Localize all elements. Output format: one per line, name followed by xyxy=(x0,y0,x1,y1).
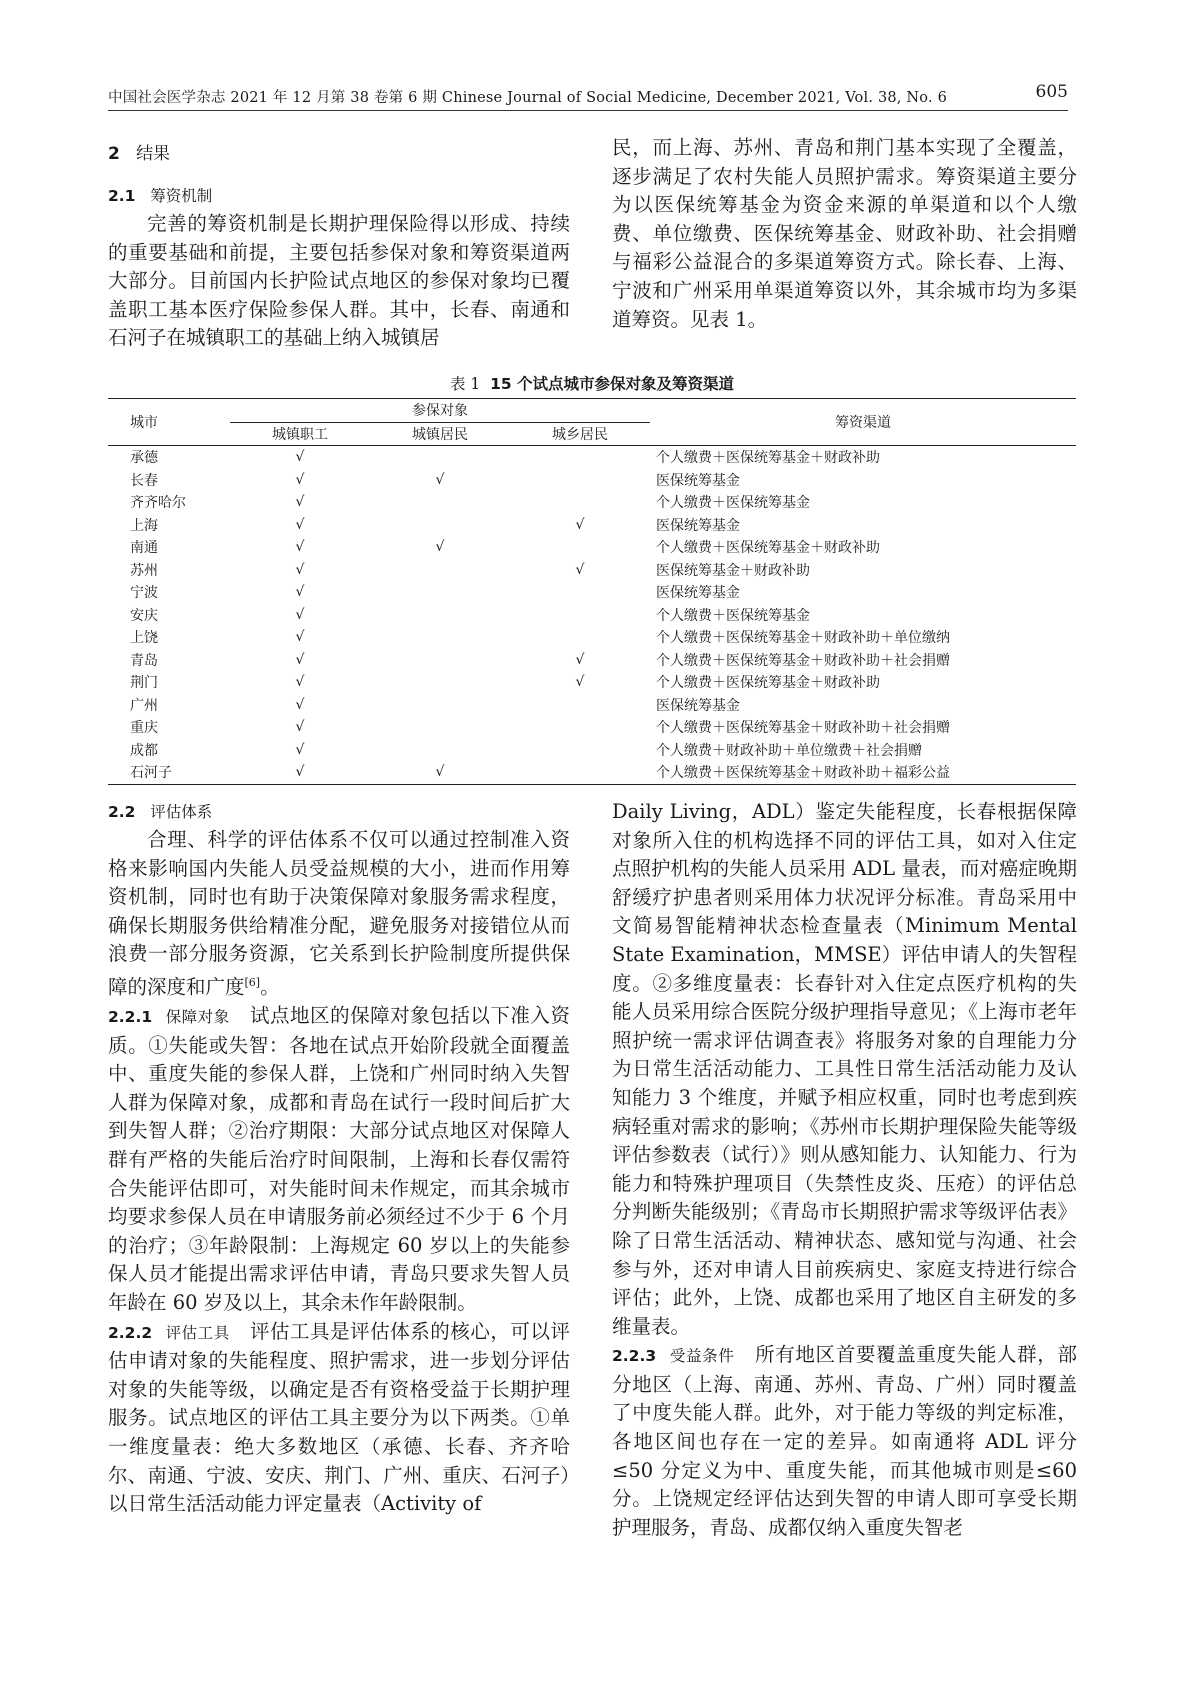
cell-c2 xyxy=(370,581,510,604)
cell-c2 xyxy=(370,649,510,672)
cell-c1: √ xyxy=(295,449,305,466)
table-row xyxy=(108,446,1076,469)
cell-c3 xyxy=(510,694,650,717)
table-caption xyxy=(108,372,1076,394)
cell-c2: √ xyxy=(370,761,510,784)
cell-c1: √ xyxy=(295,539,305,556)
col-header-insured-group: 参保对象 xyxy=(230,399,650,423)
column-bottom-right xyxy=(612,798,1077,1542)
cell-c1: √ xyxy=(295,674,305,691)
cell-c3: √ xyxy=(575,674,585,691)
cell-fund: 医保统筹基金 xyxy=(656,517,740,534)
cell-c2 xyxy=(370,671,510,694)
paragraph xyxy=(612,1341,1077,1542)
paragraph xyxy=(108,1318,570,1519)
section-number: 2 xyxy=(108,144,120,164)
table-row xyxy=(108,581,1076,604)
cell-c3: √ xyxy=(575,516,585,533)
cell-fund: 个人缴费＋医保统筹基金＋财政补助＋福彩公益 xyxy=(650,761,1076,784)
cell-c2 xyxy=(370,514,510,537)
cell-fund: 个人缴费＋医保统筹基金 xyxy=(656,607,810,624)
section-2-2-heading xyxy=(108,798,570,826)
table-row xyxy=(108,536,1076,559)
cell-c1: √ xyxy=(295,719,305,736)
cell-c3 xyxy=(510,761,650,784)
cell-c1: √ xyxy=(295,696,305,713)
table-row xyxy=(108,604,1076,627)
section-number: 2.2 xyxy=(108,803,136,821)
cell-city: 宁波 xyxy=(130,585,158,602)
section-title: 评估体系 xyxy=(150,803,213,821)
section-number: 2.2.1 xyxy=(108,1008,153,1027)
cell-c2 xyxy=(370,716,510,739)
cell-city: 安庆 xyxy=(130,607,158,624)
cell-c3 xyxy=(510,446,650,469)
section-title: 评估工具 xyxy=(165,1323,230,1342)
cell-fund: 个人缴费＋医保统筹基金＋财政补助 xyxy=(656,540,880,557)
paragraph-text: 试点地区的保障对象包括以下准入资质。①失能或失智：各地在试点开始阶段就全面覆盖中、重度失能的参保人群，上饶和广州同时纳入失智人群为保障对象，成都和青岛在试行一段时间后扩大到失智人群；②治疗期限：大部分试点地区对保障人群有严格的失能后治疗时间限制，上海和长春仅需符合失能评估即可，对失能时间未作规定，而其余城市均要求参保人员在申请服务前必须经过不少于 6 个月的治疗；③年龄限制：上海规定 60 岁以上的失能参保人员才能提出需求评估申请，青岛只要求失智人员年龄在 60 岁及以上，其余未作年龄限制。 xyxy=(108,1004,570,1314)
section-title: 筹资机制 xyxy=(150,187,213,205)
cell-c3 xyxy=(510,469,650,492)
paragraph-end: 。 xyxy=(260,975,280,999)
cell-city: 广州 xyxy=(130,697,158,714)
paragraph-text: 评估工具是评估体系的核心，可以评估申请对象的失能程度、照护需求，进一步划分评估对象的失能等级，以确定是否有资格受益于长期护理服务。试点地区的评估工具主要分为以下两类。①单一维度量表：绝大多数地区（承德、长春、齐齐哈尔、南通、宁波、安庆、荆门、广州、重庆、石河子）以日常生活活动能力评定量表（Activity of xyxy=(108,1319,570,1516)
cell-c3 xyxy=(510,716,650,739)
cell-fund: 医保统筹基金＋财政补助 xyxy=(656,562,810,579)
table-row xyxy=(108,559,1076,582)
table-row xyxy=(108,469,1076,492)
cell-city: 上海 xyxy=(130,517,158,534)
column-top-right xyxy=(612,134,1077,334)
cell-city: 成都 xyxy=(130,742,158,759)
cell-c2 xyxy=(370,739,510,762)
cell-c2 xyxy=(370,446,510,469)
cell-c1: √ xyxy=(230,761,370,784)
table-row xyxy=(108,626,1076,649)
table-1 xyxy=(108,398,1076,785)
cell-city: 青岛 xyxy=(130,652,158,669)
cell-fund: 个人缴费＋医保统筹基金＋财政补助 xyxy=(656,675,880,692)
cell-c1: √ xyxy=(295,584,305,601)
cell-fund: 个人缴费＋医保统筹基金 xyxy=(656,495,810,512)
col-header-funding: 筹资渠道 xyxy=(650,399,1076,446)
cell-c1: √ xyxy=(295,629,305,646)
citation: [6] xyxy=(244,975,261,989)
cell-c1: √ xyxy=(295,741,305,758)
cell-c3 xyxy=(510,739,650,762)
cell-fund: 个人缴费＋医保统筹基金＋财政补助＋社会捐赠 xyxy=(656,720,950,737)
cell-fund: 医保统筹基金 xyxy=(656,472,740,489)
journal-line: 中国社会医学杂志 2021 年 12 月第 38 卷第 6 期 Chinese Journal of Social Medicine, December 2021, Vol. 38, No. 6 xyxy=(108,90,948,106)
cell-c1: √ xyxy=(295,606,305,623)
section-number: 2.2.3 xyxy=(612,1347,657,1366)
paragraph-text: 所有地区首要覆盖重度失能人群，部分地区（上海、南通、苏州、青岛、广州）同时覆盖了中度失能人群。此外，对于能力等级的判定标准，各地区间也存在一定的差异。如南通将 ADL 评分≤50 分定义为中、重度失能，而其他城市则是≤60 分。上饶规定经评估达到失智的申请人即可享受长期护理服务，青岛、成都仅纳入重度失智老 xyxy=(612,1343,1077,1539)
col-header-city: 城市 xyxy=(108,399,230,446)
cell-c3 xyxy=(510,491,650,514)
table-row xyxy=(108,514,1076,537)
cell-c1: √ xyxy=(295,471,305,488)
cell-c2 xyxy=(370,626,510,649)
section-number: 2.2.2 xyxy=(108,1323,153,1342)
table-row xyxy=(108,649,1076,672)
table-row xyxy=(108,716,1076,739)
cell-c3 xyxy=(510,581,650,604)
cell-c3: √ xyxy=(575,651,585,668)
section-2-1-heading xyxy=(108,182,570,210)
page-number: 605 xyxy=(1035,82,1068,102)
section-2-heading xyxy=(108,140,570,168)
running-header xyxy=(108,82,1068,112)
section-title: 保障对象 xyxy=(165,1008,230,1027)
cell-c1: √ xyxy=(295,561,305,578)
cell-c3: √ xyxy=(575,561,585,578)
section-title: 结果 xyxy=(136,144,171,164)
section-title: 受益条件 xyxy=(669,1347,735,1366)
table-row xyxy=(108,671,1076,694)
paragraph: 完善的筹资机制是长期护理保险得以形成、持续的重要基础和前提，主要包括参保对象和筹资渠道两大部分。目前国内长护险试点地区的参保对象均已覆盖职工基本医疗保险参保人群。其中，长春、南通和石河子在城镇职工的基础上纳入城镇居 xyxy=(108,212,570,350)
cell-fund: 医保统筹基金 xyxy=(656,585,740,602)
column-top-left xyxy=(108,140,570,353)
table-title: 15 个试点城市参保对象及筹资渠道 xyxy=(490,375,735,393)
cell-city: 长春 xyxy=(130,472,158,489)
cell-city: 承德 xyxy=(130,450,158,467)
cell-fund: 个人缴费＋医保统筹基金＋财政补助＋社会捐赠 xyxy=(656,652,950,669)
cell-c2 xyxy=(370,694,510,717)
cell-fund: 个人缴费＋医保统筹基金＋财政补助 xyxy=(656,450,880,467)
cell-city: 南通 xyxy=(130,540,158,557)
col-header-urban-rural-resident: 城乡居民 xyxy=(510,422,650,446)
cell-city: 石河子 xyxy=(108,761,230,784)
cell-c1: √ xyxy=(295,651,305,668)
cell-city: 上饶 xyxy=(130,630,158,647)
col-header-urban-resident: 城镇居民 xyxy=(370,422,510,446)
col-header-urban-employee: 城镇职工 xyxy=(230,422,370,446)
table-row xyxy=(108,694,1076,717)
section-number: 2.1 xyxy=(108,187,136,205)
cell-city: 重庆 xyxy=(130,720,158,737)
cell-city: 苏州 xyxy=(130,562,158,579)
cell-fund: 医保统筹基金 xyxy=(656,697,740,714)
table-label: 表 1 xyxy=(449,375,481,393)
paragraph xyxy=(108,826,570,1002)
cell-c1: √ xyxy=(295,516,305,533)
paragraph-text: 合理、科学的评估体系不仅可以通过控制准入资格来影响国内失能人员受益规模的大小，进而作用筹资机制，同时也有助于决策保障对象服务需求程度，确保长期服务供给精准分配，避免服务对接错位从而浪费一部分服务资源，它关系到长护险制度所提供保障的深度和广度 xyxy=(108,828,570,999)
paragraph xyxy=(108,1002,570,1318)
cell-c2: √ xyxy=(435,471,445,488)
cell-c1: √ xyxy=(295,494,305,511)
cell-c2 xyxy=(370,559,510,582)
table-row xyxy=(108,761,1076,784)
cell-c2 xyxy=(370,491,510,514)
table-row xyxy=(108,739,1076,762)
cell-c3 xyxy=(510,536,650,559)
cell-city: 齐齐哈尔 xyxy=(130,495,186,512)
cell-fund: 个人缴费＋医保统筹基金＋财政补助＋单位缴纳 xyxy=(656,630,950,647)
column-bottom-left xyxy=(108,798,570,1519)
paragraph: 民，而上海、苏州、青岛和荆门基本实现了全覆盖，逐步满足了农村失能人员照护需求。筹资渠道主要分为以医保统筹基金为资金来源的单渠道和以个人缴费、单位缴费、医保统筹基金、财政补助、社会捐赠与福彩公益混合的多渠道筹资方式。除长春、上海、宁波和广州采用单渠道筹资以外，其余城市均为多渠道筹资。见表 1。 xyxy=(612,136,1077,331)
cell-c2 xyxy=(370,604,510,627)
table-row xyxy=(108,491,1076,514)
cell-fund: 个人缴费＋财政补助＋单位缴费＋社会捐赠 xyxy=(656,742,922,759)
cell-city: 荆门 xyxy=(130,675,158,692)
cell-c2: √ xyxy=(435,539,445,556)
cell-c3 xyxy=(510,626,650,649)
header-rule xyxy=(108,110,1068,111)
paragraph: Daily Living，ADL）鉴定失能程度，长春根据保障对象所入住的机构选择不同的评估工具，如对入住定点照护机构的失能人员采用 ADL 量表，而对癌症晚期舒缓疗护患者则采用体力状况评分标准。青岛采用中文简易智能精神状态检查量表（Minimum Mental State Examination，MMSE）评估申请人的失智程度。②多维度量表：长春针对入住定点医疗机构的失能人员采用综合医院分级护理指导意见；《上海市老年照护统一需求评估调查表》将服务对象的自理能力分为日常生活活动能力、工具性日常生活活动能力及认知能力 3 个维度，并赋予相应权重，同时也考虑到疾病轻重对需求的影响；《苏州市长期护理保险失能等级评估参数表（试行）》则从感知能力、认知能力、行为能力和特殊护理项目（失禁性皮炎、压疮）的评估总分判断失能级别；《青岛市长期照护需求等级评估表》除了日常生活活动、精神状态、感知觉与沟通、社会参与外，还对申请人目前疾病史、家庭支持进行综合评估；此外，上饶、成都也采用了地区自主研发的多维量表。 xyxy=(612,800,1077,1338)
cell-c3 xyxy=(510,604,650,627)
